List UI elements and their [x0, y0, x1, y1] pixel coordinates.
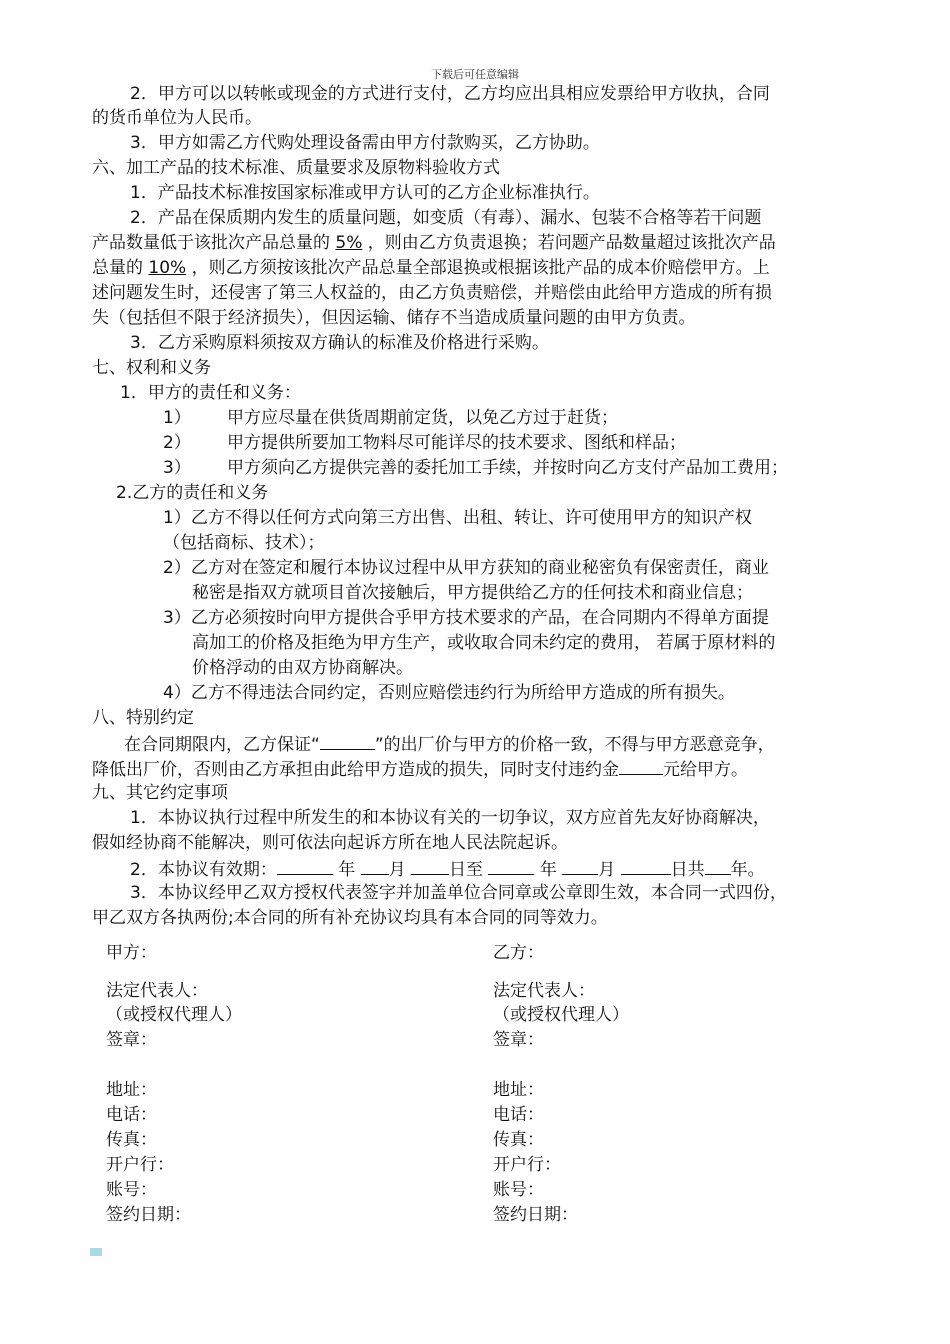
clause-text: 月: [598, 860, 616, 880]
clause-line: [92, 757, 748, 781]
subsection-heading: 1．甲方的责任和义务：: [120, 383, 301, 403]
section-heading: 九、其它约定事项: [92, 783, 228, 803]
party-b-fax: 传真：: [493, 1130, 544, 1150]
party-b-label: 乙方：: [493, 943, 544, 963]
subsection-heading: 2.乙方的责任和义务: [116, 483, 269, 503]
party-b-date: 签约日期：: [493, 1205, 578, 1225]
clause-text: 日至: [449, 860, 484, 880]
clause-line: [124, 732, 775, 756]
list-text: 甲方应尽量在供货周期前定货，以免乙方过于赶货；: [227, 408, 618, 428]
clause-text: 降低出厂价，否则由乙方承担由此给甲方造成的损失，同时支付违约金: [92, 760, 619, 780]
clause-text: 2．本协议有效期：: [130, 860, 277, 880]
clause-text: 年: [338, 860, 356, 880]
fill-blank[interactable]: [705, 857, 731, 875]
clause-text: 日共: [670, 860, 705, 880]
clause-text: 元给甲方。: [663, 760, 748, 780]
fill-blank[interactable]: [488, 857, 534, 875]
clause-line: 失（包括但不限于经济损失），但因运输、储存不当造成质量问题的由甲方负责。: [92, 308, 696, 328]
section-heading: 六、加工产品的技术标准、质量要求及原物料验收方式: [92, 158, 500, 178]
clause-text: 年: [539, 860, 557, 880]
clause-text: 月: [388, 860, 406, 880]
fill-blank[interactable]: [621, 857, 671, 875]
list-marker: 1）: [163, 408, 191, 428]
list-item: 3）乙方必须按时向甲方提供合乎甲方技术要求的产品，在合同期内不得单方面提: [163, 608, 769, 628]
clause-line: [92, 257, 770, 279]
list-item: 2）乙方对在签定和履行本协议过程中从甲方获知的商业秘密负有保密责任，商业: [163, 558, 769, 578]
section-heading: 七、权利和义务: [92, 358, 211, 378]
clause-text: ，则由乙方负责退换；若问题产品数量超过该批次产品: [362, 233, 776, 253]
party-a-fax: 传真：: [106, 1130, 157, 1150]
party-a-address: 地址：: [106, 1080, 157, 1100]
party-b-seal: 签章：: [493, 1030, 544, 1050]
party-a-label: 甲方：: [106, 943, 157, 963]
list-marker: 2）: [163, 433, 191, 453]
clause-text: 产品数量低于该批次产品总量的: [92, 233, 336, 253]
list-text: 甲方须向乙方提供完善的委托加工手续，并按时向乙方支付产品加工费用；: [227, 458, 788, 478]
validity-line: [130, 857, 765, 881]
clause-text: ”的出厂价与甲方的价格一致，不得与甲方恶意竞争，: [374, 735, 775, 755]
list-item: [163, 407, 618, 429]
list-item: [163, 432, 686, 454]
party-b-agent: （或授权代理人）: [493, 1005, 629, 1025]
fill-blank[interactable]: [277, 857, 333, 875]
list-item: [163, 457, 788, 479]
party-a-agent: （或授权代理人）: [106, 1005, 242, 1025]
list-marker: 3）: [163, 458, 191, 478]
page-header: 下载后可任意编辑: [431, 68, 519, 81]
party-a-rep: 法定代表人：: [106, 981, 208, 1001]
party-a-date: 签约日期：: [106, 1205, 191, 1225]
clause-line: 2．产品在保质期内发生的质量问题，如变质（有毒）、漏水、包装不合格等若干问题: [130, 208, 762, 228]
list-item-cont: 高加工的价格及拒绝为甲方生产，或收取合同未约定的费用， 若属于原材料的: [192, 633, 776, 653]
party-a-bank: 开户行：: [106, 1155, 174, 1175]
clause-line: 1．产品技术标准按国家标准或甲方认可的乙方企业标准执行。: [130, 183, 600, 203]
list-item-cont: （包括商标、技术）；: [163, 533, 325, 553]
clause-text: 在合同期限内，乙方保证“: [124, 735, 320, 755]
clause-line: 甲乙双方各执两份;本合同的所有补充协议均具有本合同的同等效力。: [92, 908, 608, 928]
clause-line: 3．乙方采购原料须按双方确认的标准及价格进行采购。: [130, 333, 549, 353]
percent-value: 10%: [148, 258, 187, 278]
list-item: 1）乙方不得以任何方式向第三方出售、出租、转让、许可使用甲方的知识产权: [163, 508, 752, 528]
party-b-phone: 电话：: [493, 1105, 544, 1125]
clause-line: 述问题发生时，还侵害了第三人权益的，由乙方负责赔偿，并赔偿由此给甲方造成的所有损: [92, 283, 772, 303]
clause-text: 年。: [730, 860, 765, 880]
list-item-cont: 价格浮动的由双方协商解决。: [192, 658, 413, 678]
fill-blank[interactable]: [320, 732, 375, 750]
page-marker: [90, 1248, 102, 1256]
party-a-seal: 签章：: [106, 1030, 157, 1050]
list-item-cont: 秘密是指双方就项目首次接触后，甲方提供给乙方的任何技术和商业信息；: [192, 583, 753, 603]
fill-blank[interactable]: [562, 857, 598, 875]
party-a-phone: 电话：: [106, 1105, 157, 1125]
list-item: 4）乙方不得违法合同约定，否则应赔偿违约行为所给甲方造成的所有损失。: [163, 683, 735, 703]
fill-blank[interactable]: [361, 857, 389, 875]
party-a-account: 账号：: [106, 1180, 157, 1200]
clause-line: 3．甲方如需乙方代购处理设备需由甲方付款购买，乙方协助。: [130, 133, 600, 153]
clause-line: 2．甲方可以以转帐或现金的方式进行支付，乙方均应出具相应发票给甲方收执，合同: [130, 84, 770, 104]
fill-blank[interactable]: [411, 857, 449, 875]
clause-line: 3．本协议经甲乙双方授权代表签字并加盖单位合同章或公章即生效，本合同一式四份，: [130, 883, 787, 903]
fill-blank[interactable]: [619, 757, 663, 775]
party-b-account: 账号：: [493, 1180, 544, 1200]
clause-line: [92, 232, 776, 254]
clause-line: 1．本协议执行过程中所发生的和本协议有关的一切争议，双方应首先友好协商解决，: [130, 808, 770, 828]
clause-text: 总量的: [92, 258, 149, 278]
clause-text: ，则乙方须按该批次产品总量全部退换或根据该批产品的成本价赔偿甲方。上: [186, 258, 770, 278]
percent-value: 5%: [335, 233, 363, 253]
section-heading: 八、特别约定: [92, 708, 194, 728]
party-b-rep: 法定代表人：: [493, 981, 595, 1001]
clause-line: 假如经协商不能解决，则可依法向起诉方所在地人民法院起诉。: [92, 833, 568, 853]
list-text: 甲方提供所要加工物料尽可能详尽的技术要求、图纸和样品；: [227, 433, 686, 453]
clause-line: 的货币单位为人民币。: [92, 108, 262, 128]
party-b-bank: 开户行：: [493, 1155, 561, 1175]
party-b-address: 地址：: [493, 1080, 544, 1100]
